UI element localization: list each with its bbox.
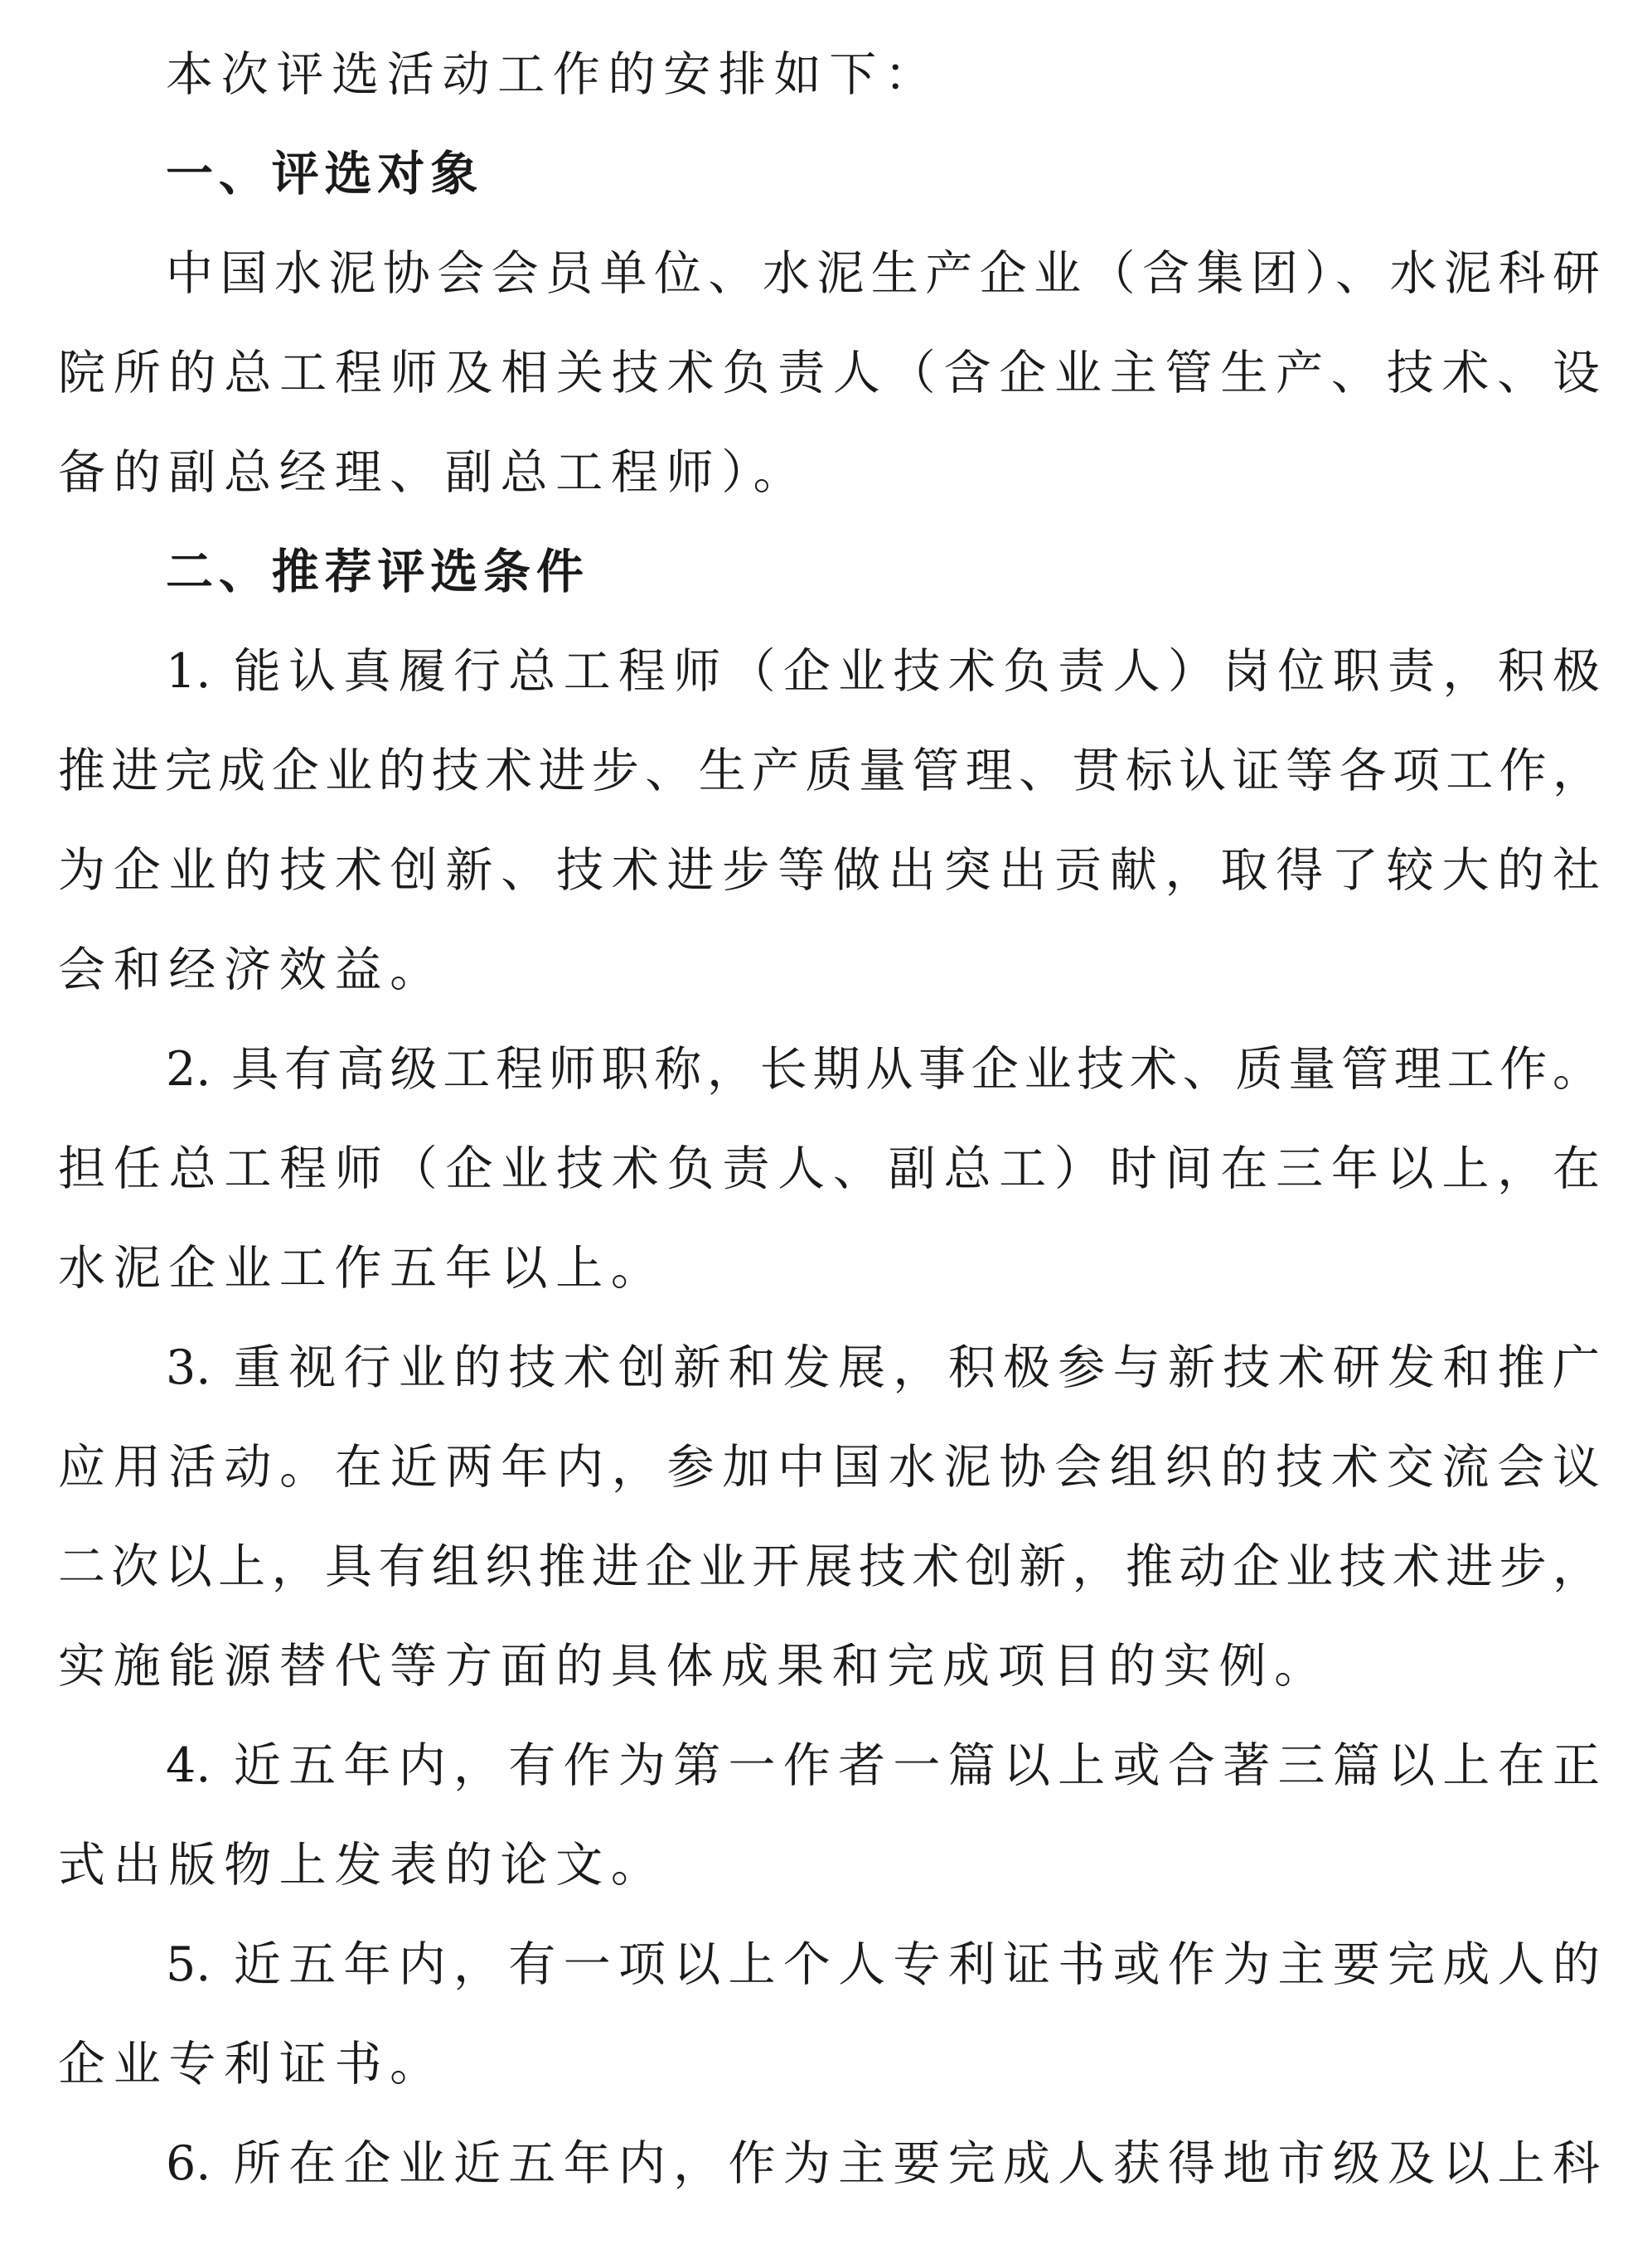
paragraph-line: 会和经济效益。	[58, 943, 445, 997]
section-heading-2: 二、推荐评选条件	[166, 545, 589, 599]
paragraph-line: 担任总工程师（企业技术负责人、副总工）时间在三年以上，在	[58, 1141, 1600, 1196]
paragraph-line: 备的副总经理、副总工程师）。	[58, 445, 809, 500]
paragraph-line: 院所的总工程师及相关技术负责人（含企业主管生产、技术、设	[58, 346, 1600, 400]
section-heading-1: 一、评选对象	[166, 147, 484, 201]
paragraph-line: 5. 近五年内，有一项以上个人专利证书或作为主要完成人的	[166, 1937, 1600, 1992]
paragraph-line: 6. 所在企业近五年内，作为主要完成人获得地市级及以上科	[166, 2136, 1600, 2191]
paragraph-line: 式出版物上发表的论文。	[58, 1838, 666, 1893]
paragraph-line: 中国水泥协会会员单位、水泥生产企业（含集团）、水泥科研	[166, 246, 1600, 301]
paragraph-line: 4. 近五年内，有作为第一作者一篇以上或合著三篇以上在正	[166, 1738, 1600, 1793]
paragraph-line: 1. 能认真履行总工程师（企业技术负责人）岗位职责，积极	[166, 644, 1600, 699]
paragraph-line: 实施能源替代等方面的具体成果和完成项目的实例。	[58, 1639, 1330, 1694]
paragraph-line: 二次以上，具有组织推进企业开展技术创新，推动企业技术进步，	[58, 1539, 1600, 1594]
paragraph-line: 为企业的技术创新、技术进步等做出突出贡献，取得了较大的社	[58, 843, 1600, 898]
paragraph-line: 2. 具有高级工程师职称，长期从事企业技术、质量管理工作。	[166, 1042, 1600, 1097]
paragraph-line: 应用活动。在近两年内，参加中国水泥协会组织的技术交流会议	[58, 1440, 1600, 1495]
paragraph-line: 3. 重视行业的技术创新和发展，积极参与新技术研发和推广	[166, 1340, 1600, 1395]
paragraph-line: 水泥企业工作五年以上。	[58, 1241, 666, 1296]
paragraph-line: 企业专利证书。	[58, 2037, 445, 2091]
intro-line: 本次评选活动工作的安排如下：	[166, 47, 940, 102]
paragraph-line: 推进完成企业的技术进步、生产质量管理、贯标认证等各项工作，	[58, 744, 1600, 798]
